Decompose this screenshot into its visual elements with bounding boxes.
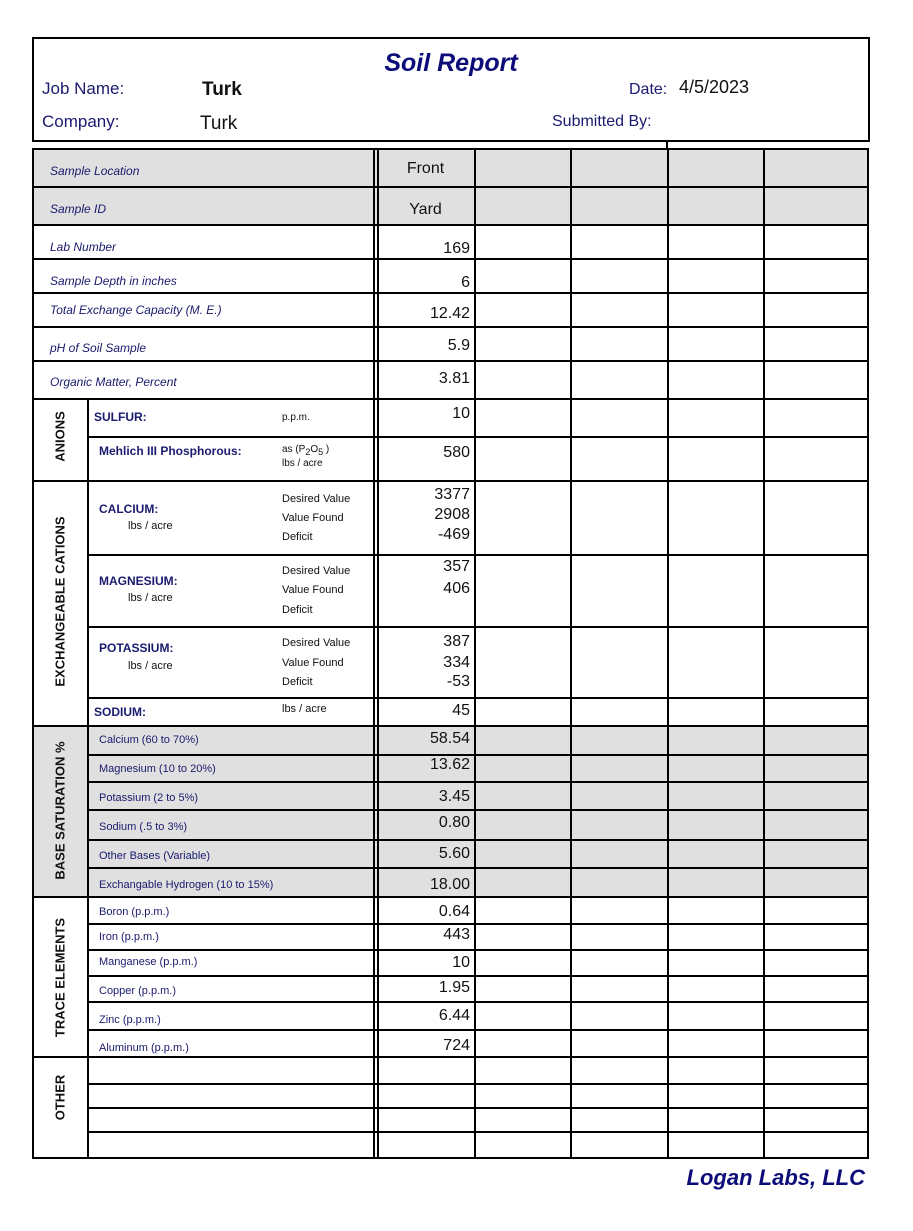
copper-value: 1.95: [438, 979, 470, 996]
anions-section-label: ANIONS: [52, 411, 68, 462]
magnesium-desired-value: 357: [443, 558, 470, 575]
zinc-value: 6.44: [438, 1007, 470, 1024]
trace-elements-section-label: TRACE ELEMENTS: [52, 917, 68, 1038]
sample-location-value: Front: [406, 160, 445, 177]
phosphorous-label: Mehlich III Phosphorous:: [99, 444, 242, 458]
sodium-value: 45: [452, 702, 470, 719]
lab-number-value: 169: [443, 240, 470, 257]
calcium-desired-value: 3377: [434, 486, 470, 503]
zinc-label: Zinc (p.p.m.): [99, 1014, 161, 1026]
potassium-found-label: Value Found: [282, 657, 344, 669]
bs-potassium-value: 3.45: [438, 788, 470, 805]
bs-hydrogen-label: Exchangable Hydrogen (10 to 15%): [99, 879, 274, 891]
base-saturation-section-label: BASE SATURATION %: [52, 741, 68, 880]
aluminum-label: Aluminum (p.p.m.): [99, 1042, 189, 1054]
tec-value: 12.42: [429, 305, 470, 322]
date-value: 4/5/2023: [679, 77, 750, 97]
submitted-by-label: Submitted By:: [552, 113, 652, 130]
organic-matter-label: Organic Matter, Percent: [50, 375, 177, 389]
potassium-label: POTASSIUM:: [99, 641, 174, 655]
company-value: Turk: [200, 113, 238, 134]
calcium-found-value: 2908: [434, 506, 470, 523]
iron-label: Iron (p.p.m.): [99, 931, 159, 943]
boron-value: 0.64: [438, 903, 470, 920]
calcium-deficit-value: -469: [437, 526, 470, 543]
aluminum-value: 724: [443, 1037, 470, 1054]
lab-number-label: Lab Number: [50, 240, 117, 254]
category-divider: [87, 399, 89, 1159]
sample-id-label: Sample ID: [50, 202, 107, 216]
date-label: Date:: [629, 81, 668, 98]
calcium-desired-label: Desired Value: [282, 493, 351, 505]
magnesium-unit: lbs / acre: [128, 592, 173, 604]
phosphorous-value: 580: [443, 444, 470, 461]
other-section-label: OTHER: [52, 1074, 68, 1121]
manganese-value: 10: [452, 954, 470, 971]
tec-label: Total Exchange Capacity (M. E.): [50, 303, 222, 317]
cations-section-label: EXCHANGEABLE CATIONS: [52, 516, 68, 687]
bs-sodium-label: Sodium (.5 to 3%): [99, 821, 188, 833]
potassium-found-value: 334: [443, 654, 470, 671]
col-divider-3: [667, 148, 669, 1159]
bs-calcium-value: 58.54: [429, 730, 470, 747]
potassium-unit: lbs / acre: [128, 660, 173, 672]
potassium-desired-label: Desired Value: [282, 637, 351, 649]
sample-depth-label: Sample Depth in inches: [50, 274, 177, 288]
potassium-deficit-value: -53: [446, 673, 470, 690]
col-divider-1: [474, 148, 476, 1159]
calcium-deficit-label: Deficit: [282, 531, 313, 543]
col-divider-4: [763, 148, 765, 1159]
bs-hydrogen-value: 18.00: [429, 876, 470, 893]
sample-depth-value: 6: [461, 274, 470, 291]
bs-other-bases-label: Other Bases (Variable): [99, 850, 211, 862]
job-name-value: Turk: [202, 79, 242, 100]
ph-label: pH of Soil Sample: [50, 341, 147, 355]
calcium-unit: lbs / acre: [128, 520, 173, 532]
company-label: Company:: [42, 112, 120, 131]
col-divider-2: [570, 148, 572, 1159]
bs-sodium-value: 0.80: [438, 814, 470, 831]
sulfur-value: 10: [452, 405, 470, 422]
sodium-label: SODIUM:: [94, 705, 146, 719]
divider-double-a: [373, 148, 375, 1159]
copper-label: Copper (p.p.m.): [99, 985, 177, 997]
bs-other-bases-value: 5.60: [438, 845, 470, 862]
sample-id-value: Yard: [409, 201, 442, 218]
organic-matter-value: 3.81: [438, 370, 470, 387]
sodium-unit: lbs / acre: [282, 703, 327, 715]
bs-magnesium-label: Magnesium (10 to 20%): [99, 763, 216, 775]
calcium-label: CALCIUM:: [99, 502, 159, 516]
iron-value: 443: [443, 926, 470, 943]
magnesium-found-value: 406: [443, 580, 470, 597]
footer-company: Logan Labs, LLC: [686, 1165, 865, 1190]
boron-label: Boron (p.p.m.): [99, 906, 170, 918]
bs-calcium-label: Calcium (60 to 70%): [99, 734, 199, 746]
potassium-desired-value: 387: [443, 633, 470, 650]
report-title: Soil Report: [384, 49, 518, 77]
sample-location-label: Sample Location: [50, 164, 140, 178]
connector-tick: [666, 140, 668, 148]
magnesium-deficit-label: Deficit: [282, 604, 313, 616]
manganese-label: Manganese (p.p.m.): [99, 956, 198, 968]
report-header: [32, 37, 870, 142]
sulfur-label: SULFUR:: [94, 410, 147, 424]
magnesium-found-label: Value Found: [282, 584, 344, 596]
potassium-deficit-label: Deficit: [282, 676, 313, 688]
phosphorous-unit: as ($P_2O_5$ ) lbs / acre: [282, 444, 330, 469]
job-name-label: Job Name:: [42, 79, 125, 98]
divider-double-b: [377, 148, 379, 1159]
magnesium-desired-label: Desired Value: [282, 565, 351, 577]
bs-potassium-label: Potassium (2 to 5%): [99, 792, 199, 804]
calcium-found-label: Value Found: [282, 512, 344, 524]
sulfur-unit: p.p.m.: [282, 412, 310, 423]
bs-magnesium-value: 13.62: [429, 756, 470, 773]
magnesium-label: MAGNESIUM:: [99, 574, 178, 588]
soil-report-table: [32, 148, 869, 1159]
ph-value: 5.9: [447, 337, 470, 354]
